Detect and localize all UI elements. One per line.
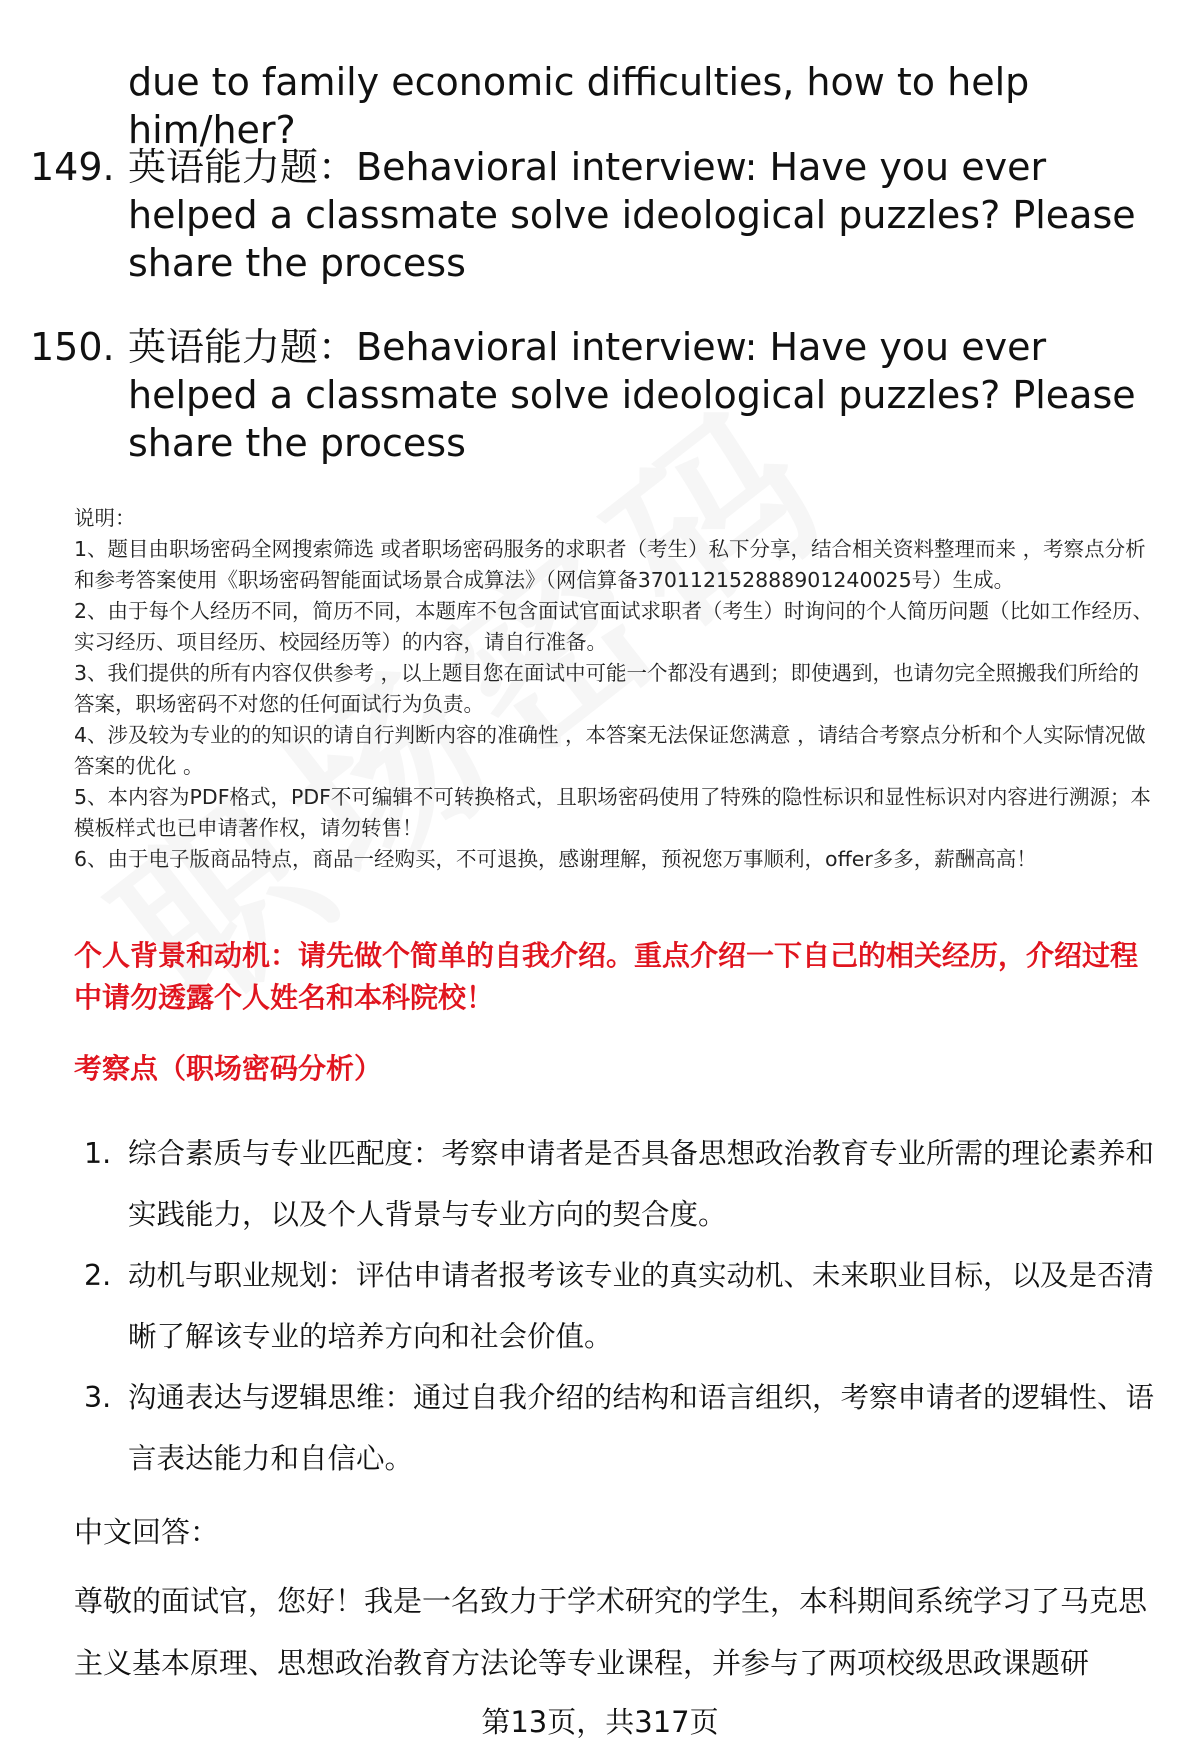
- answer-text: 尊敬的面试官，您好！我是一名致力于学术研究的学生，本科期间系统学习了马克思主义基本原理、思想政治教育方法论等专业课程，并参与了两项校级思政课题研: [74, 1584, 1148, 1680]
- focus-heading: 考察点（职场密码分析）: [74, 1052, 383, 1085]
- notes-section: [74, 503, 1154, 875]
- list-item-text: 综合素质与专业匹配度：考察申请者是否具备思想政治教育专业所需的理论素养和实践能力，以及个人背景与专业方向的契合度。: [128, 1137, 1155, 1231]
- note-item: 3、我们提供的所有内容仅供参考 ，以上题目您在面试中可能一个都没有遇到；即使遇到，也请勿完全照搬我们所给的答案，职场密码不对您的任何面试行为负责。: [74, 661, 1140, 716]
- note-item: 4、涉及较为专业的的知识的请自行判断内容的准确性 ，本答案无法保证您满意 ，请结合考察点分析和个人实际情况做答案的优化 。: [74, 723, 1146, 778]
- list-item-number: 1.: [84, 1137, 112, 1170]
- list-item: [74, 1123, 1154, 1245]
- note-item: 5、本内容为PDF格式，PDF不可编辑不可转换格式，且职场密码使用了特殊的隐性标识和显性标识对内容进行溯源；本模板样式也已申请著作权，请勿转售！: [74, 785, 1151, 840]
- list-item-number: 2.: [84, 1259, 112, 1292]
- note-item: 2、由于每个人经历不同，简历不同，本题库不包含面试官面试求职者（考生）时询问的个人简历问题（比如工作经历、实习经历、项目经历、校园经历等）的内容，请自行准备。: [74, 599, 1154, 654]
- list-item-text: 沟通表达与逻辑思维：通过自我介绍的结构和语言组织，考察申请者的逻辑性、语言表达能力和自信心。: [128, 1381, 1155, 1475]
- note-item: 6、由于电子版商品特点，商品一经购买，不可退换，感谢理解，预祝您万事顺利，offer多多，薪酬高高！: [74, 847, 1037, 871]
- list-item: [74, 1245, 1154, 1367]
- question-text: 英语能力题：Behavioral interview: Have you ever helped a classmate solve ideological puzzles? Please share the process: [128, 325, 1136, 465]
- list-item-text: 动机与职业规划：评估申请者报考该专业的真实动机、未来职业目标，以及是否清晰了解该专业的培养方向和社会价值。: [128, 1259, 1155, 1353]
- notes-title: 说明：: [74, 506, 136, 530]
- page-footer: 第13页，共317页: [481, 1705, 719, 1739]
- question-number: 150.: [30, 325, 115, 369]
- list-item-number: 3.: [84, 1381, 112, 1414]
- focus-points-list: [74, 1123, 1154, 1489]
- answer-label: 中文回答：: [74, 1515, 220, 1549]
- question-number: 149.: [30, 145, 115, 189]
- question-continuation: due to family economic difficulties, how to help him/her?: [128, 60, 1030, 152]
- note-item: 1、题目由职场密码全网搜索筛选 或者职场密码服务的求职者（考生）私下分享，结合相关资料整理而来 ，考察点分析和参考答案使用《职场密码智能面试场景合成算法》（网信算备370112152888901240025号）生成。: [74, 537, 1146, 592]
- question-text: 英语能力题：Behavioral interview: Have you ever helped a classmate solve ideological puzzles? Please share the process: [128, 145, 1136, 285]
- background-heading: 个人背景和动机：请先做个简单的自我介绍。重点介绍一下自己的相关经历，介绍过程中请勿透露个人姓名和本科院校！: [74, 939, 1139, 1014]
- list-item: [74, 1367, 1154, 1489]
